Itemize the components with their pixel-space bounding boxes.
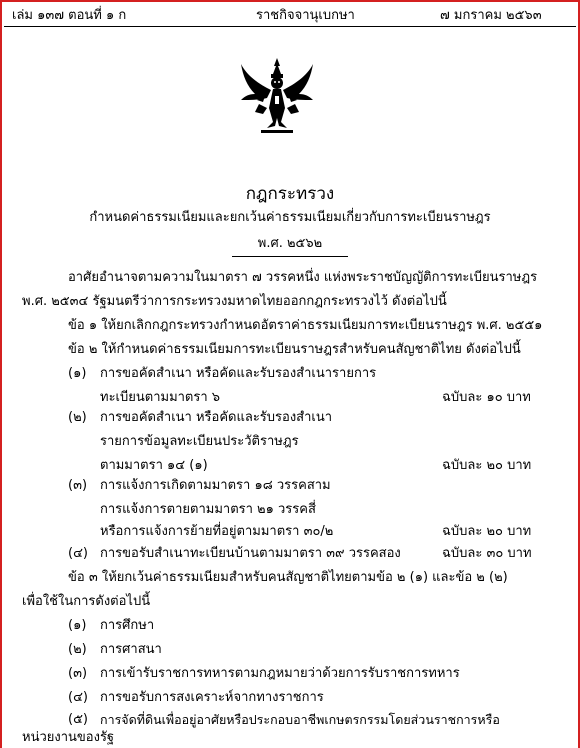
- exemption-2: การศาสนา: [100, 642, 162, 657]
- clause-3-line-1: ข้อ ๓ ให้ยกเว้นค่าธรรมเนียมสำหรับคนสัญชาติไทยตามข้อ ๒ (๑) และข้อ ๒ (๒): [68, 570, 508, 585]
- fee-1-line-1: การขอคัดสำเนา หรือคัดและรับรองสำเนารายการ: [100, 366, 377, 381]
- exemption-3-number: (๓): [68, 666, 88, 681]
- page-header: [0, 4, 580, 24]
- fee-2-number: (๒): [68, 410, 87, 425]
- fee-2-line-1: การขอคัดสำเนา หรือคัดและรับรองสำเนา: [100, 410, 333, 425]
- fee-2-amount: ฉบับละ ๒๐ บาท: [442, 458, 532, 473]
- fee-3-line-3: หรือการแจ้งการย้ายที่อยู่ตามมาตรา ๓๐/๒: [100, 524, 334, 539]
- exemption-4: การขอรับการสงเคราะห์จากทางราชการ: [100, 690, 324, 705]
- exemption-4-number: (๔): [68, 690, 88, 705]
- clause-1: ข้อ ๑ ให้ยกเลิกกฎกระทรวงกำหนดอัตราค่าธรรมเนียมการทะเบียนราษฎร พ.ศ. ๒๕๕๑: [68, 318, 543, 333]
- fee-4-line-1: การขอรับสำเนาทะเบียนบ้านตามมาตรา ๓๙ วรรคสอง: [100, 546, 401, 561]
- clause-3-line-2: เพื่อใช้ในการดังต่อไปนี้: [22, 594, 151, 609]
- fee-3-line-2: การแจ้งการตายตามมาตรา ๒๑ วรรคสี่: [100, 502, 316, 517]
- title-rule: [232, 256, 348, 257]
- document-subtitle: กำหนดค่าธรรมเนียมและยกเว้นค่าธรรมเนียมเกี่ยวกับการทะเบียนราษฎร: [89, 210, 491, 225]
- header-divider: [4, 26, 576, 27]
- exemption-5-line-2: หน่วยงานของรัฐ: [22, 730, 115, 745]
- fee-2-line-2: รายการข้อมูลทะเบียนประวัติราษฎร: [100, 434, 299, 449]
- clause-2: ข้อ ๒ ให้กำหนดค่าธรรมเนียมการทะเบียนราษฎรสำหรับคนสัญชาติไทย ดังต่อไปนี้: [68, 342, 521, 357]
- exemption-2-number: (๒): [68, 642, 87, 657]
- exemption-5-line-1: การจัดที่ดินเพื่ออยู่อาศัยหรือประกอบอาชีพเกษตรกรรมโดยส่วนราชการหรือ: [100, 712, 500, 727]
- document-year: พ.ศ. ๒๕๖๒: [257, 236, 323, 251]
- fee-3-number: (๓): [68, 478, 88, 493]
- fee-1-line-2: ทะเบียนตามมาตรา ๖: [100, 390, 221, 405]
- exemption-1-number: (๑): [68, 618, 87, 633]
- fee-1-number: (๑): [68, 366, 87, 381]
- volume-number: เล่ม ๑๓๗ ตอนที่ ๑ ก: [12, 8, 127, 23]
- fee-2-line-3: ตามมาตรา ๑๔ (๑): [100, 458, 208, 473]
- publication-name: ราชกิจจานุเบกษา: [256, 8, 355, 23]
- publication-date: ๗ มกราคม ๒๕๖๓: [440, 8, 542, 23]
- preamble-line-2: พ.ศ. ๒๕๓๔ รัฐมนตรีว่าการกระทรวงมหาดไทยออกกฎกระทรวงไว้ ดังต่อไปนี้: [22, 294, 447, 309]
- garuda-emblem-icon: [237, 56, 317, 136]
- fee-1-amount: ฉบับละ ๑๐ บาท: [442, 390, 531, 405]
- exemption-1: การศึกษา: [100, 618, 155, 633]
- exemption-5-number: (๕): [68, 712, 88, 727]
- document-title: กฎกระทรวง: [245, 184, 335, 204]
- fee-3-line-1: การแจ้งการเกิดตามมาตรา ๑๘ วรรคสาม: [100, 478, 331, 493]
- fee-3-amount: ฉบับละ ๒๐ บาท: [442, 524, 532, 539]
- fee-4-number: (๔): [68, 546, 88, 561]
- exemption-3: การเข้ารับราชการทหารตามกฎหมายว่าด้วยการรับราชการทหาร: [100, 666, 460, 681]
- preamble-line-1: อาศัยอำนาจตามความในมาตรา ๗ วรรคหนึ่ง แห่งพระราชบัญญัติการทะเบียนราษฎร: [68, 270, 538, 285]
- fee-4-amount: ฉบับละ ๓๐ บาท: [442, 546, 532, 561]
